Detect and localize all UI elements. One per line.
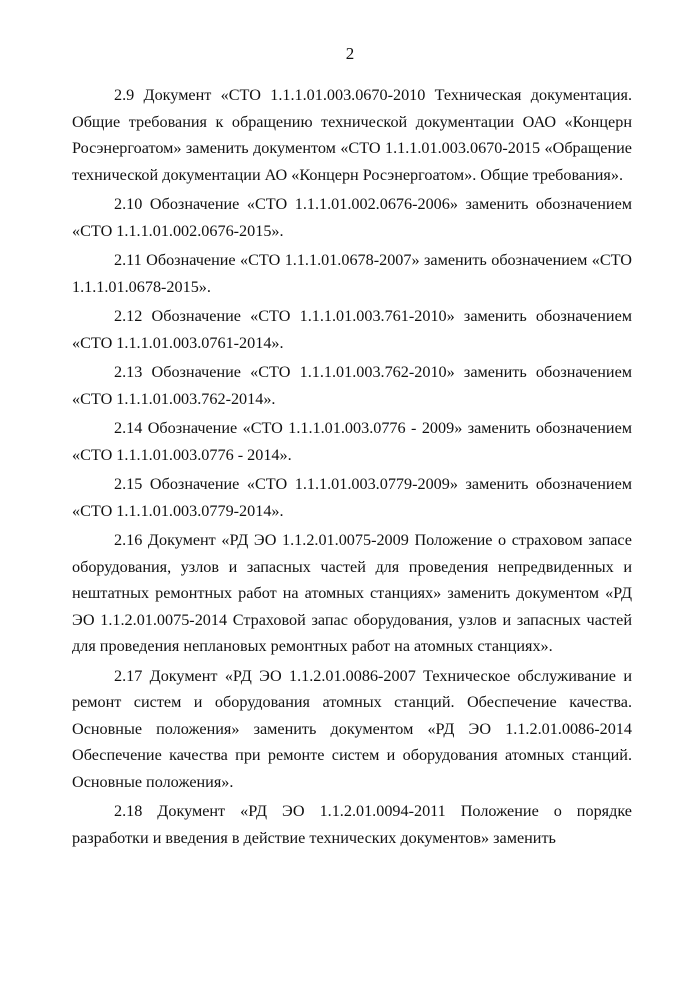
paragraph-2-11: 2.11 Обозначение «СТО 1.1.1.01.0678-2007» заменить обозначением «СТО 1.1.1.01.0678-2015». (72, 251, 632, 296)
paragraph-2-10: 2.10 Обозначение «СТО 1.1.1.01.002.0676-2006» заменить обозначением «СТО 1.1.1.01.002.0676-2015». (72, 195, 632, 240)
paragraph-2-15: 2.15 Обозначение «СТО 1.1.1.01.003.0779-2009» заменить обозначением «СТО 1.1.1.01.003.0779-2014». (72, 475, 632, 520)
paragraph-2-13: 2.13 Обозначение «СТО 1.1.1.01.003.762-2010» заменить обозначением «СТО 1.1.1.01.003.762-2014». (72, 363, 632, 408)
paragraph-2-14: 2.14 Обозначение «СТО 1.1.1.01.003.0776 - 2009» заменить обозначением «СТО 1.1.1.01.003.0776 - 2014». (72, 419, 632, 464)
paragraph-2-17: 2.17 Документ «РД ЭО 1.1.2.01.0086-2007 Техническое обслуживание и ремонт систем и оборудования атомных станций. Обеспечение качества. Основные положения» заменить документом «РД ЭО 1.1.2.01.0086-2014 Обеспечение качества при ремонте систем и оборудования атомных станций. Основные положения». (72, 666, 632, 791)
page-number: 2 (345, 44, 355, 63)
paragraph-2-18: 2.18 Документ «РД ЭО 1.1.2.01.0094-2011 Положение о порядке разработки и введения в действие технических документов» заменить (72, 802, 632, 847)
paragraph-2-12: 2.12 Обозначение «СТО 1.1.1.01.003.761-2010» заменить обозначением «СТО 1.1.1.01.003.0761-2014». (72, 307, 632, 352)
paragraph-2-9: 2.9 Документ «СТО 1.1.1.01.003.0670-2010 Техническая документация. Общие требования к обращению технической документации ОАО «Концерн Росэнергоатом» заменить документом «СТО 1.1.1.01.003.0670-2015 «Обращение технической документации АО «Концерн Росэнергоатом». Общие требования». (72, 86, 632, 184)
document-body (72, 82, 632, 851)
paragraph-2-16: 2.16 Документ «РД ЭО 1.1.2.01.0075-2009 Положение о страховом запасе оборудования, узлов и запасных частей для проведения непредвиденных и нештатных ремонтных работ на атомных станциях» заменить документом «РД ЭО 1.1.2.01.0075-2014 Страховой запас оборудования, узлов и запасных частей для проведения неплановых ремонтных работ на атомных станциях». (72, 531, 632, 655)
